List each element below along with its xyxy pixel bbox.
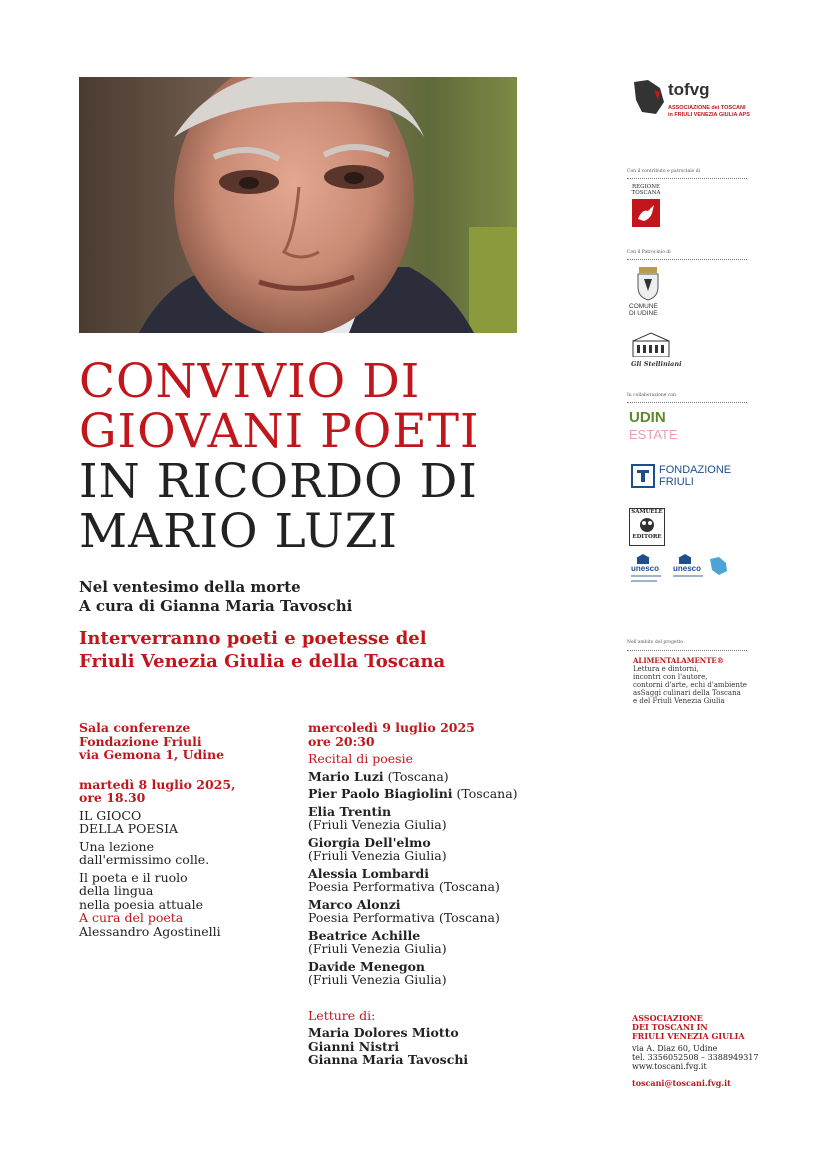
event-time: ore 18.30: [79, 790, 146, 805]
title-line-2: GIOVANI POETI: [79, 404, 480, 459]
patrocinio-label: Con il Patrocinio di: [627, 250, 671, 255]
fondazione-icon: [631, 464, 655, 488]
curator-label: A cura del poeta: [79, 910, 184, 925]
poet-entry: [308, 787, 608, 801]
regione-line: TOSCANA: [631, 190, 661, 196]
poet-origin: (Toscana): [452, 786, 518, 801]
poet-origin: Poesia Performativa (Toscana): [308, 879, 500, 894]
assoc-phone[interactable]: tel. 3356052508 – 3388949317: [632, 1053, 759, 1062]
poet-name: Davide Menegon: [308, 958, 425, 974]
regione-toscana-logo: [629, 184, 669, 229]
venue-line: via Gemona 1, Udine: [79, 747, 225, 762]
subtitle-line-2: A cura di Gianna Maria Tavoschi: [79, 597, 353, 615]
contributo-label: Con il contributo e patrocinio di: [627, 169, 701, 174]
unesco-logos: [629, 554, 729, 590]
title-line-3: IN RICORDO DI: [79, 454, 478, 509]
poet-origin: (Friuli Venezia Giulia): [308, 817, 447, 832]
intervention-line-2: Friuli Venezia Giulia e della Toscana: [79, 651, 446, 672]
project-desc: contorni d'arte, echi d'ambiente: [633, 681, 747, 689]
poet-name: Beatrice Achille: [308, 927, 421, 943]
recital-date: mercoledì 9 luglio 2025: [308, 720, 475, 735]
reader-name: Gianni Nistri: [308, 1038, 400, 1054]
city-crest-icon: [635, 265, 661, 301]
project-desc: e del Friuli Venezia Giulia: [633, 697, 725, 705]
tuscany-region-icon: [707, 556, 729, 576]
association-contact: [632, 1014, 782, 1088]
poet-name: Giorgia Dell'elmo: [308, 834, 431, 850]
divider: [627, 402, 747, 403]
udin-text: UDIN: [629, 409, 666, 426]
title-line-4: MARIO LUZI: [79, 504, 398, 559]
assoc-name: DEI TOSCANI IN: [632, 1022, 708, 1032]
samuele-editore-logo: [629, 508, 665, 546]
event-title: DELLA POESIA: [79, 821, 179, 836]
poet-entry: [308, 770, 608, 784]
ambito-label: Nell'ambito del progetto: [627, 640, 683, 645]
divider: [627, 259, 747, 260]
comune-udine-logo: [629, 265, 679, 321]
poet-origin: (Friuli Venezia Giulia): [308, 941, 447, 956]
assoc-website[interactable]: www.toscani.fvg.it: [632, 1062, 707, 1071]
assoc-name: ASSOCIAZIONE: [632, 1013, 703, 1023]
title-line-1: CONVIVIO DI: [79, 354, 421, 409]
venue-line: Fondazione Friuli: [79, 733, 202, 749]
unesco-text: unesco: [673, 564, 702, 573]
event-date: martedì 8 luglio 2025,: [79, 776, 236, 792]
readers-label: Letture di:: [308, 1007, 376, 1023]
poet-name: Mario Luzi: [308, 768, 384, 784]
samuele-text: SAMUELE: [631, 509, 663, 515]
intervention-line-1: Interverranno poeti e poetesse del: [79, 628, 427, 649]
portrait-image: [79, 77, 517, 333]
event-desc: Una lezione: [79, 838, 154, 854]
project-desc: incontri con l'autore,: [633, 673, 708, 681]
assoc-email[interactable]: toscani@toscani.fvg.it: [632, 1078, 731, 1088]
event-desc: della lingua: [79, 883, 154, 898]
udin-estate-logo: [629, 410, 679, 448]
poet-name: Elia Trentin: [308, 803, 392, 819]
poet-origin: (Toscana): [383, 768, 449, 784]
reader-name: Maria Dolores Miotto: [308, 1025, 459, 1040]
regione-line: REGIONE: [631, 184, 661, 190]
fondazione-text: FRIULI: [659, 476, 694, 488]
curator-name: Alessandro Agostinelli: [79, 923, 221, 939]
fondazione-friuli-logo: [629, 462, 739, 490]
project-title: ALIMENTALAMENTE®: [633, 656, 724, 665]
building-icon: [631, 331, 671, 357]
venue-line: Sala conferenze: [79, 720, 191, 735]
unesco-temple-icon: [677, 554, 693, 564]
pegasus-icon: [632, 199, 660, 227]
estate-text: ESTATE: [629, 427, 678, 442]
divider: [627, 650, 747, 651]
unesco-temple-icon: [635, 554, 651, 564]
association-logo-text: tofvg: [668, 80, 710, 99]
right-program-column: [308, 721, 608, 1067]
association-logo-sub: ASSOCIAZIONE dei TOSCANI: [668, 105, 746, 111]
editore-text: EDITORE: [632, 534, 662, 540]
unesco-text: unesco: [631, 564, 660, 573]
association-logo: [630, 78, 760, 128]
divider: [627, 178, 747, 179]
event-desc: nella poesia attuale: [79, 896, 204, 912]
event-desc: dall'ermissimo colle.: [79, 852, 210, 867]
stelliniani-logo: [629, 331, 689, 371]
tuscany-map-icon: [630, 78, 666, 116]
assoc-address: via A. Diaz 60, Udine: [632, 1044, 718, 1053]
poet-origin: (Friuli Venezia Giulia): [308, 848, 447, 863]
event-desc: Il poeta e il ruolo: [79, 869, 188, 885]
stelliniani-text: Gli Stelliniani: [631, 360, 682, 368]
event-title: IL GIOCO: [79, 807, 142, 823]
portrait-photo: [79, 77, 517, 333]
recital-time: ore 20:30: [308, 733, 375, 749]
poet-origin: Poesia Performativa (Toscana): [308, 910, 500, 925]
poet-name: Alessia Lombardi: [308, 865, 429, 881]
project-desc: asSaggi culinari della Toscana: [633, 689, 741, 697]
association-logo-sub: in FRIULI VENEZIA GIULIA APS: [668, 112, 750, 118]
fondazione-text: FONDAZIONE: [659, 464, 732, 476]
poet-name: Marco Alonzi: [308, 896, 401, 912]
project-desc: Lettura e dintorni,: [633, 665, 699, 673]
assoc-name: FRIULI VENEZIA GIULIA: [632, 1031, 745, 1041]
poet-name: Pier Paolo Biagiolini: [308, 786, 453, 801]
comune-line: DI UDINE: [629, 310, 658, 317]
reader-name: Gianna Maria Tavoschi: [308, 1052, 469, 1067]
owl-icon: [637, 517, 657, 533]
recital-label: Recital di poesie: [308, 751, 413, 766]
left-program-column: [79, 721, 279, 938]
subtitle-line-1: Nel ventesimo della morte: [79, 578, 301, 596]
collaborazione-label: In collaborazione con: [627, 393, 676, 398]
poet-origin: (Friuli Venezia Giulia): [308, 972, 447, 987]
comune-line: COMUNE: [629, 303, 658, 310]
